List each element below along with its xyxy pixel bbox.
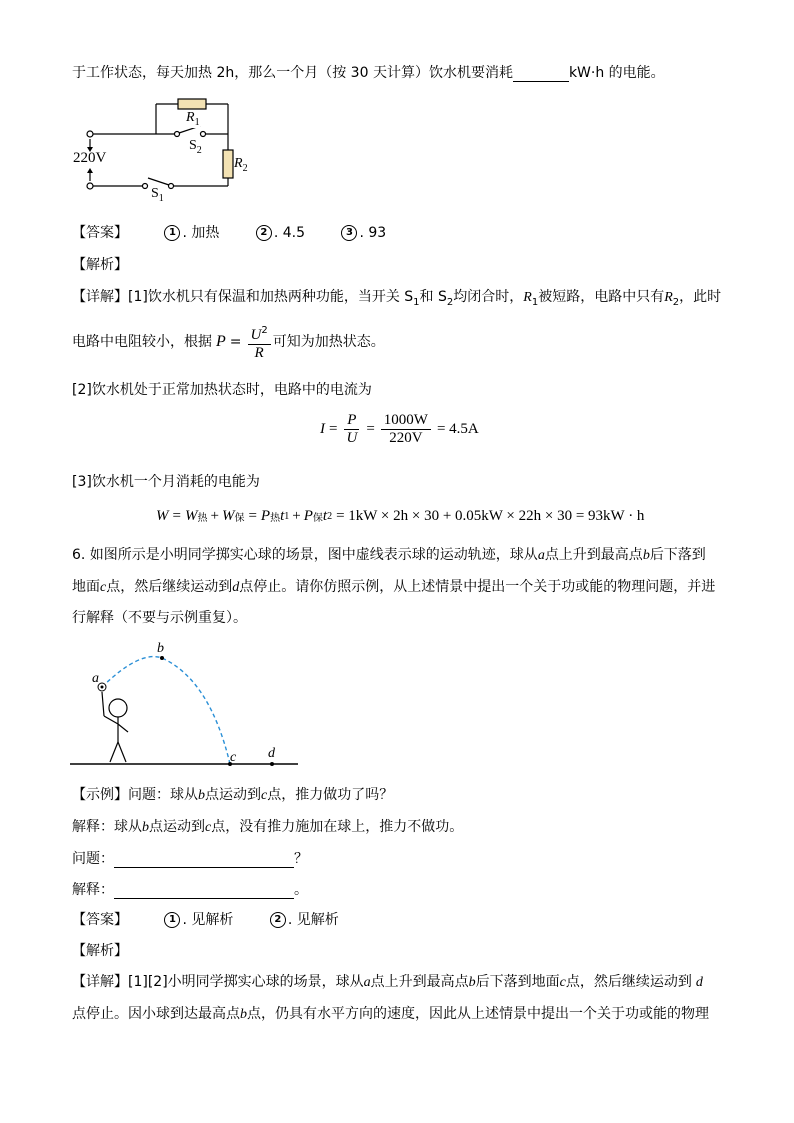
answer-row-6 xyxy=(72,911,339,929)
answer-item-2: 2 . 4.5 xyxy=(256,224,305,242)
point-b-label: b xyxy=(157,641,164,656)
example-question: 【示例】问题：球从b点运动到c点，推力做功了吗？ xyxy=(72,787,394,803)
current-equation: I = $\frac{P}{U}$ = $\frac{1000W}{220V}$ = 4.5A xyxy=(320,412,479,446)
text-line-continuation xyxy=(72,64,665,82)
answer-tag: 【答案】 xyxy=(72,912,128,928)
explain-fill-line: 解释： 。 xyxy=(72,882,308,898)
answer-item-1: 1 . 见解析 xyxy=(164,911,233,929)
answer-tag: 【答案】 xyxy=(72,225,128,241)
point-d-label: d xyxy=(268,746,275,761)
question-6-line-3: 行解释（不要与示例重复）。 xyxy=(72,610,247,626)
analysis-tag-6: 【解析】 xyxy=(72,943,128,959)
explain-blank[interactable] xyxy=(114,884,294,899)
detail-paragraph-3: [2]饮水机处于正常加热状态时，电路中的电流为 xyxy=(72,382,372,398)
answer-item-3: 3 . 93 xyxy=(341,224,386,242)
switch-s2-label: $S_2$ xyxy=(189,138,202,156)
resistor-r2-label: $R_2$ xyxy=(234,156,248,174)
detail-paragraph-4: [3]饮水机一个月消耗的电能为 xyxy=(72,474,260,490)
point-a-label: a xyxy=(92,671,99,686)
answer-blank[interactable] xyxy=(513,67,569,82)
unit-text: kW·h 的电能。 xyxy=(568,65,665,81)
detail-paragraph-1: 【详解】[1]饮水机只有保温和加热两种功能，当开关 $S_1$和 $S_2$均闭合时，$R_1$被短路，电路中只有$R_2$，此时 xyxy=(72,289,722,308)
question-6-line-1: 6. 如图所示是小明同学掷实心球的场景，图中虚线表示球的运动轨迹，球从a点上升到最高点b后下落到 xyxy=(72,547,706,563)
detail-6-line-2: 点停止。因小球到达最高点b点，仍具有水平方向的速度，因此从上述情景中提出一个关于功或能的物理 xyxy=(72,1006,709,1022)
line-text: 于工作状态，每天加热 2h，那么一个月（按 30 天计算）饮水机要消耗 xyxy=(72,65,513,81)
mask xyxy=(246,106,276,130)
answer-item-1: 1 . 加热 xyxy=(164,224,219,242)
example-explanation: 解释：球从b点运动到c点，没有推力施加在球上，推力不做功。 xyxy=(72,819,464,835)
analysis-tag: 【解析】 xyxy=(72,257,128,273)
switch-s1-label: $S_1$ xyxy=(151,186,164,204)
question-fill-line: 问题： ？ xyxy=(72,851,308,867)
point-c-label: c xyxy=(230,750,237,765)
question-blank[interactable] xyxy=(114,853,294,868)
answer-item-2: 2 . 见解析 xyxy=(270,911,339,929)
resistor-r1-label: $R_1$ xyxy=(186,110,200,128)
detail-6-line-1: 【详解】[1][2]小明同学掷实心球的场景，球从a点上升到最高点b后下落到地面c点，然后继续运动到 d xyxy=(72,974,703,990)
voltage-label: 220V xyxy=(73,150,107,166)
energy-equation: W = W 热 + W 保 = P 热 t 1 + P 保 t 2 = 1kW × 2h × 30 + 0.05kW × 22h × 30 = 93kW · h xyxy=(156,508,645,524)
detail-paragraph-2: 电路中电阻较小，根据 P = $\frac{U^2}{R}$ 可知为加热状态。 xyxy=(72,322,385,362)
question-6-line-2: 地面c点，然后继续运动到d点停止。请你仿照示例，从上述情景中提出一个关于功或能的物理问题，并进 xyxy=(72,579,716,595)
answer-row xyxy=(72,224,386,242)
